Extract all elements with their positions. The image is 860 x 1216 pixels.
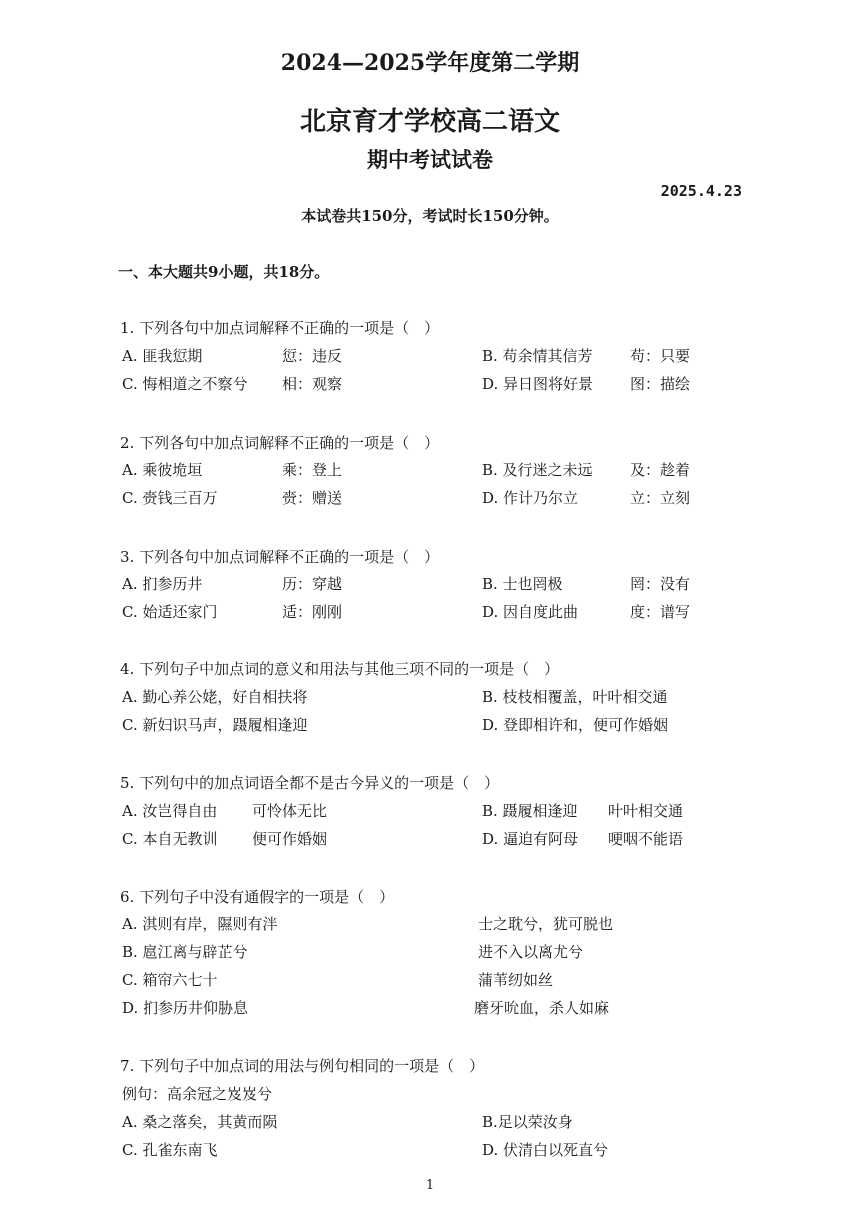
option-label: D. 异日图将好景 — [482, 375, 594, 393]
option-label: B. 苟余情其信芳 — [482, 347, 593, 365]
option-label: C. 新妇识马声，蹑履相逢迎 — [122, 716, 308, 734]
option-gloss: 可怜体无比 — [252, 802, 328, 820]
option-label: C. 悔相道之不察兮 — [122, 375, 248, 393]
exam-date: 2025.4.23 — [660, 182, 742, 200]
option-label: C. 孔雀东南飞 — [122, 1141, 218, 1159]
option-label: A. 扪参历井 — [122, 575, 203, 593]
option-label: B. 蹑履相逢迎 — [482, 802, 578, 820]
option-gloss: 磨牙吮血，杀人如麻 — [474, 999, 610, 1017]
question-stem: 2. 下列各句中加点词解释不正确的一项是（ ） — [120, 434, 440, 452]
option-label: B. 士也罔极 — [482, 575, 563, 593]
option-gloss: 蒲苇纫如丝 — [478, 971, 554, 989]
option-label: D. 伏清白以死直兮 — [482, 1141, 609, 1159]
option-label: C. 本自无教训 — [122, 830, 218, 848]
option-gloss: 相：观察 — [282, 375, 343, 393]
option-gloss: 叶叶相交通 — [608, 802, 684, 820]
option-gloss: 度：谱写 — [630, 603, 691, 621]
option-label: B.足以荣汝身 — [482, 1113, 573, 1131]
option-gloss: 及：趁着 — [630, 461, 691, 479]
option-gloss: 愆：违反 — [282, 347, 343, 365]
option-label: B. 枝枝相覆盖，叶叶相交通 — [482, 688, 668, 706]
option-label: C. 箱帘六七十 — [122, 971, 218, 989]
option-gloss: 历：穿越 — [282, 575, 343, 593]
option-gloss: 苟：只要 — [630, 347, 691, 365]
question-stem: 5. 下列句中的加点词语全都不是古今异义的一项是（ ） — [120, 774, 500, 792]
option-label: A. 汝岂得自由 — [122, 802, 218, 820]
option-label: D. 登即相许和，便可作婚姻 — [482, 716, 669, 734]
option-label: C. 始适还家门 — [122, 603, 218, 621]
option-gloss: 哽咽不能语 — [608, 830, 684, 848]
option-label: D. 扪参历井仰胁息 — [122, 999, 249, 1017]
question-stem: 1. 下列各句中加点词解释不正确的一项是（ ） — [120, 319, 440, 337]
option-gloss: 便可作婚姻 — [252, 830, 328, 848]
option-label: A. 桑之落矣，其黄而陨 — [122, 1113, 278, 1131]
option-label: D. 逼迫有阿母 — [482, 830, 579, 848]
option-gloss: 进不入以离尤兮 — [478, 943, 584, 961]
option-gloss: 乘：登上 — [282, 461, 343, 479]
option-label: C. 赍钱三百万 — [122, 489, 218, 507]
option-label: A. 乘彼垝垣 — [122, 461, 203, 479]
option-gloss: 赍：赠送 — [282, 489, 343, 507]
option-label: D. 作计乃尔立 — [482, 489, 579, 507]
question-stem: 4. 下列句子中加点词的意义和用法与其他三项不同的一项是（ ） — [120, 660, 560, 678]
page-number: 1 — [425, 1178, 435, 1193]
exam-note: 本试卷共150分，考试时长150分钟。 — [301, 207, 559, 225]
question-stem: 3. 下列各句中加点词解释不正确的一项是（ ） — [120, 548, 440, 566]
option-gloss: 适：刚刚 — [282, 603, 343, 621]
option-label: A. 淇则有岸，隰则有泮 — [122, 915, 278, 933]
option-gloss: 士之耽兮，犹可脱也 — [478, 915, 614, 933]
option-label: D. 因自度此曲 — [482, 603, 579, 621]
question-stem: 6. 下列句子中没有通假字的一项是（ ） — [120, 888, 395, 906]
option-label: B. 及行迷之未远 — [482, 461, 593, 479]
option-gloss: 图：描绘 — [630, 375, 691, 393]
school-subject-heading: 北京育才学校高二语文 — [299, 107, 560, 137]
option-label: B. 扈江离与辟芷兮 — [122, 943, 248, 961]
option-label: A. 匪我愆期 — [122, 347, 203, 365]
example-sentence: 例句：高余冠之岌岌兮 — [122, 1085, 273, 1103]
year-term-heading: 2024—2025学年度第二学期 — [280, 50, 580, 76]
option-gloss: 立：立刻 — [630, 489, 691, 507]
option-gloss: 罔：没有 — [630, 575, 691, 593]
option-label: A. 勤心养公姥，好自相扶将 — [122, 688, 308, 706]
question-stem: 7. 下列句子中加点词的用法与例句相同的一项是（ ） — [120, 1057, 485, 1075]
exam-name-heading: 期中考试试卷 — [367, 147, 493, 172]
section-title: 一、本大题共9小题，共18分。 — [118, 263, 330, 281]
